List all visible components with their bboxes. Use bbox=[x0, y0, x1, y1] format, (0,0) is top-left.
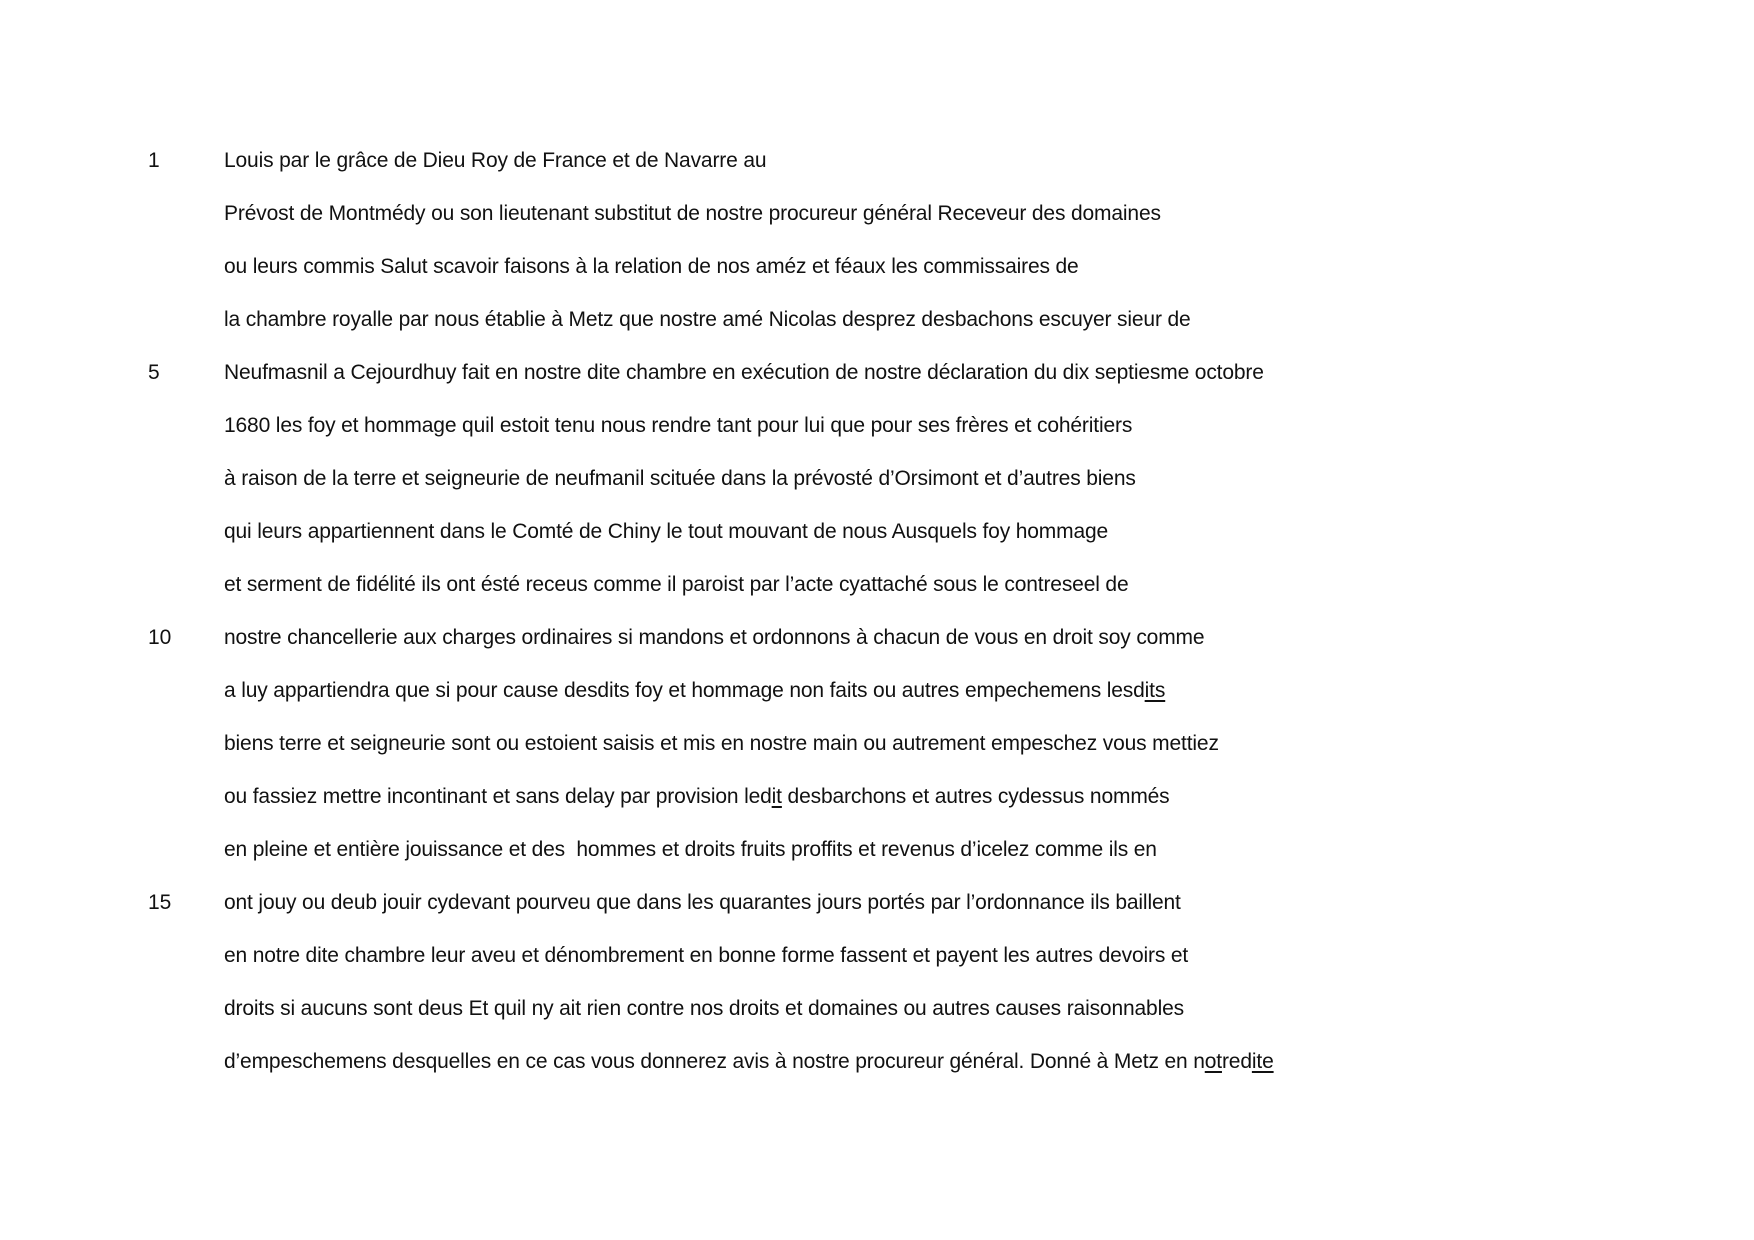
underlined-abbreviation: ite bbox=[1251, 1050, 1274, 1073]
text-line bbox=[0, 671, 1754, 711]
text-line bbox=[0, 883, 1754, 923]
text-segment: Neufmasnil a Cejourdhuy fait en nostre dite chambre en exécution de nostre déclaration du dix septiesme octobre bbox=[224, 361, 1264, 384]
text-segment: nostre chancellerie aux charges ordinaires si mandons et ordonnons à chacun de vous en droit soy comme bbox=[224, 626, 1205, 649]
text-line bbox=[0, 618, 1754, 658]
line-text bbox=[224, 989, 1184, 1029]
line-text bbox=[224, 1042, 1274, 1082]
line-text bbox=[224, 141, 766, 181]
text-segment: qui leurs appartiennent dans le Comté de Chiny le tout mouvant de nous Ausquels foy hommage bbox=[224, 520, 1109, 543]
line-number: 5 bbox=[148, 361, 160, 384]
line-text bbox=[224, 353, 1264, 393]
line-text bbox=[224, 247, 1079, 287]
line-number: 15 bbox=[148, 891, 172, 914]
text-segment: 1680 les foy et hommage quil estoit tenu nous rendre tant pour lui que pour ses frères et cohéritiers bbox=[224, 414, 1133, 437]
line-text bbox=[224, 618, 1204, 658]
text-line bbox=[0, 459, 1754, 499]
text-segment: à raison de la terre et seigneurie de neufmanil scituée dans la prévosté d’Orsimont et d’autres biens bbox=[224, 467, 1136, 490]
text-segment: en notre dite chambre leur aveu et dénombrement en bonne forme fassent et payent les autres devoirs et bbox=[224, 944, 1189, 967]
text-segment: ont jouy ou deub jouir cydevant pourveu que dans les quarantes jours portés par l’ordonnance ils baillent bbox=[224, 891, 1181, 914]
text-line bbox=[0, 777, 1754, 817]
text-line bbox=[0, 512, 1754, 552]
text-segment: en pleine et entière jouissance et des hommes et droits fruits proffits et revenus d’icelez comme ils en bbox=[224, 838, 1157, 861]
line-text bbox=[224, 671, 1165, 711]
text-segment: droits si aucuns sont deus Et quil ny ait rien contre nos droits et domaines ou autres causes raisonnables bbox=[224, 997, 1184, 1020]
text-line bbox=[0, 247, 1754, 287]
text-segment: d’empeschemens desquelles en ce cas vous donnerez avis à nostre procureur général. Donné à Metz en n bbox=[224, 1050, 1205, 1073]
text-line bbox=[0, 406, 1754, 446]
line-text bbox=[224, 724, 1219, 764]
line-text bbox=[224, 194, 1161, 234]
text-line bbox=[0, 300, 1754, 340]
text-segment: biens terre et seigneurie sont ou estoient saisis et mis en nostre main ou autrement empeschez vous mettiez bbox=[224, 732, 1219, 755]
line-text bbox=[224, 459, 1136, 499]
text-line bbox=[0, 1042, 1754, 1082]
line-text bbox=[224, 300, 1191, 340]
text-segment: desbarchons et autres cydessus nommés bbox=[781, 785, 1170, 808]
underlined-abbreviation: it bbox=[771, 785, 782, 808]
underlined-abbreviation: ot bbox=[1204, 1050, 1222, 1073]
text-line bbox=[0, 565, 1754, 605]
text-segment: ou leurs commis Salut scavoir faisons à la relation de nos améz et féaux les commissaires de bbox=[224, 255, 1079, 278]
text-line bbox=[0, 141, 1754, 181]
underlined-abbreviation: its bbox=[1144, 679, 1166, 702]
text-line bbox=[0, 830, 1754, 870]
line-number: 1 bbox=[148, 149, 160, 172]
line-text bbox=[224, 936, 1188, 976]
text-line bbox=[0, 989, 1754, 1029]
line-text bbox=[224, 883, 1181, 923]
line-text bbox=[224, 777, 1170, 817]
text-segment: a luy appartiendra que si pour cause desdits foy et hommage non faits ou autres empechemens lesd bbox=[224, 679, 1145, 702]
text-segment: red bbox=[1221, 1050, 1252, 1073]
text-segment: la chambre royalle par nous établie à Metz que nostre amé Nicolas desprez desbachons escuyer sieur de bbox=[224, 308, 1191, 331]
text-segment: Louis par le grâce de Dieu Roy de France et de Navarre au bbox=[224, 149, 767, 172]
text-line bbox=[0, 194, 1754, 234]
text-line bbox=[0, 724, 1754, 764]
line-text bbox=[224, 406, 1132, 446]
line-text bbox=[224, 830, 1157, 870]
text-segment: Prévost de Montmédy ou son lieutenant substitut de nostre procureur général Receveur des domaines bbox=[224, 202, 1161, 225]
line-text bbox=[224, 565, 1129, 605]
text-segment: et serment de fidélité ils ont ésté receus comme il paroist par l’acte cyattaché sous le contreseel de bbox=[224, 573, 1129, 596]
text-line bbox=[0, 936, 1754, 976]
line-number: 10 bbox=[148, 626, 172, 649]
text-segment: ou fassiez mettre incontinant et sans delay par provision led bbox=[224, 785, 772, 808]
text-line bbox=[0, 353, 1754, 393]
line-text bbox=[224, 512, 1108, 552]
